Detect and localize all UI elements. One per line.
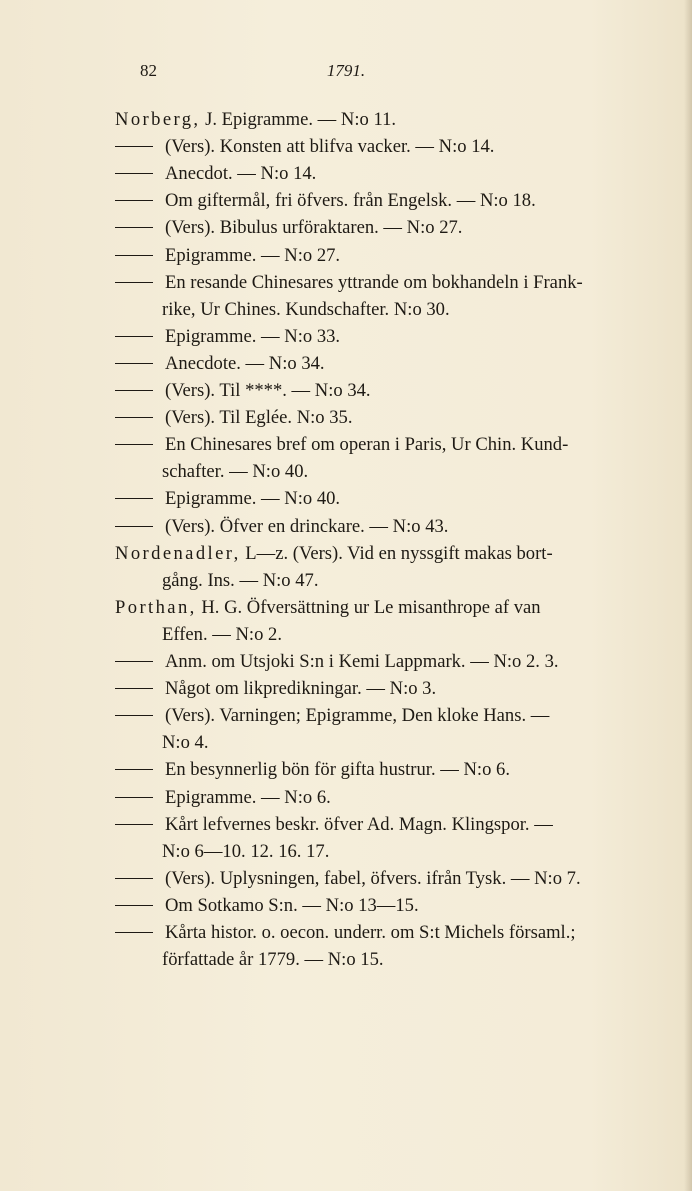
ditto-dash bbox=[115, 878, 153, 879]
entry-line bbox=[115, 431, 568, 458]
entry-line bbox=[115, 702, 549, 729]
entry-text: Anm. om Utsjoki S:n i Kemi Lappmark. — N:o 2. 3. bbox=[165, 651, 559, 672]
entry-line bbox=[115, 214, 462, 241]
entry-continuation-line bbox=[162, 946, 384, 973]
entry-line bbox=[115, 404, 352, 431]
ditto-dash bbox=[115, 390, 153, 391]
entry-text: (Vers). Varningen; Epigramme, Den kloke Hans. — bbox=[165, 705, 550, 727]
entry-line bbox=[115, 919, 576, 946]
entry-text: Epigramme. — N:o 27. bbox=[165, 244, 341, 266]
ditto-dash bbox=[115, 282, 153, 283]
entry-author-line bbox=[115, 594, 541, 621]
ditto-dash bbox=[115, 146, 153, 147]
entry-text: Epigramme. — N:o 40. bbox=[165, 488, 341, 510]
author-name: Norberg, bbox=[115, 109, 201, 130]
entry-text: (Vers). Til ****. — N:o 34. bbox=[165, 380, 371, 401]
entry-text: H. G. Öfversättning ur Le misanthrope af van bbox=[196, 596, 541, 618]
entry-text: rike, Ur Chines. Kundschafter. N:o 30. bbox=[162, 298, 450, 320]
entry-text: Om Sotkamo S:n. — N:o 13—15. bbox=[165, 894, 419, 916]
ditto-dash bbox=[115, 661, 153, 662]
author-name: Porthan, bbox=[115, 596, 197, 618]
entry-text: Kårt lefvernes beskr. öfver Ad. Magn. Klingspor. — bbox=[165, 813, 553, 835]
entry-text: författade år 1779. — N:o 15. bbox=[162, 949, 384, 971]
ditto-dash bbox=[115, 526, 153, 527]
entry-text: L—z. (Vers). Vid en nyssgift makas bort- bbox=[240, 542, 553, 564]
entry-continuation-line bbox=[162, 729, 208, 756]
ditto-dash bbox=[115, 824, 153, 825]
entry-text: Effen. — N:o 2. bbox=[162, 623, 282, 645]
entry-line bbox=[115, 756, 510, 783]
entry-continuation-line bbox=[162, 567, 319, 594]
ditto-dash bbox=[115, 932, 153, 933]
entry-line bbox=[115, 892, 419, 919]
entry-line bbox=[115, 242, 340, 269]
entry-text: Något om likpredikningar. — N:o 3. bbox=[165, 678, 437, 700]
entry-text: Kårta histor. o. oecon. underr. om S:t Michels församl.; bbox=[165, 922, 576, 943]
entry-text: Om giftermål, fri öfvers. från Engelsk. — N:o 18. bbox=[165, 190, 536, 212]
entry-text: Epigramme. — N:o 33. bbox=[165, 325, 341, 347]
entry-line bbox=[115, 513, 448, 540]
ditto-dash bbox=[115, 173, 153, 174]
running-head-year: 1791. bbox=[326, 61, 366, 80]
ditto-dash bbox=[115, 769, 153, 770]
entry-continuation-line bbox=[162, 838, 329, 865]
ditto-dash bbox=[115, 688, 153, 689]
entry-text: schafter. — N:o 40. bbox=[162, 461, 309, 483]
entry-continuation-line bbox=[162, 458, 308, 485]
entry-line bbox=[115, 187, 536, 214]
entry-text: (Vers). Öfver en drinckare. — N:o 43. bbox=[165, 515, 449, 537]
entry-text: Anecdote. — N:o 34. bbox=[165, 352, 325, 374]
ditto-dash bbox=[115, 255, 153, 256]
page-header bbox=[0, 61, 692, 85]
entry-text: Epigramme. — N:o 6. bbox=[165, 786, 331, 808]
entry-text: N:o 6—10. 12. 16. 17. bbox=[162, 840, 330, 862]
entry-text: (Vers). Bibulus urföraktaren. — N:o 27. bbox=[165, 217, 463, 239]
entry-line bbox=[115, 675, 436, 702]
entry-text: (Vers). Konsten att blifva vacker. — N:o 14. bbox=[165, 136, 495, 158]
entry-author-line bbox=[115, 106, 396, 133]
entry-line bbox=[115, 160, 316, 187]
entry-line bbox=[115, 133, 494, 160]
entry-text: gång. Ins. — N:o 47. bbox=[162, 569, 319, 591]
entry-text: (Vers). Til Eglée. N:o 35. bbox=[165, 407, 353, 429]
entry-line bbox=[115, 811, 553, 838]
ditto-dash bbox=[115, 444, 153, 445]
ditto-dash bbox=[115, 797, 153, 798]
ditto-dash bbox=[115, 715, 153, 716]
entry-line bbox=[115, 323, 340, 350]
entry-continuation-line bbox=[162, 296, 450, 323]
ditto-dash bbox=[115, 200, 153, 201]
entry-line bbox=[115, 648, 559, 675]
entry-line bbox=[115, 485, 340, 512]
entry-author-line bbox=[115, 540, 553, 567]
ditto-dash bbox=[115, 227, 153, 228]
ditto-dash bbox=[115, 498, 153, 499]
ditto-dash bbox=[115, 336, 153, 337]
entry-continuation-line bbox=[162, 621, 282, 648]
ditto-dash bbox=[115, 417, 153, 418]
entry-text: Anecdot. — N:o 14. bbox=[165, 163, 317, 185]
entry-line bbox=[115, 350, 325, 377]
entry-text: En Chinesares bref om operan i Paris, Ur Chin. Kund- bbox=[165, 434, 569, 456]
page-number: 82 bbox=[140, 61, 157, 80]
entry-text: (Vers). Uplysningen, fabel, öfvers. ifrån Tysk. — N:o 7. bbox=[165, 867, 581, 889]
entry-line bbox=[115, 865, 581, 892]
ditto-dash bbox=[115, 363, 153, 364]
entry-line bbox=[115, 269, 583, 296]
entry-text: En besynnerlig bön för gifta hustrur. — N:o 6. bbox=[165, 759, 510, 781]
author-name: Nordenadler, bbox=[115, 542, 241, 564]
entry-line bbox=[115, 377, 371, 404]
entry-line bbox=[115, 784, 331, 811]
entry-text: En resande Chinesares yttrande om bokhandeln i Frank- bbox=[165, 271, 583, 293]
entry-text: N:o 4. bbox=[162, 732, 209, 754]
entry-text: J. Epigramme. — N:o 11. bbox=[200, 109, 397, 130]
page-edge-shadow bbox=[684, 0, 692, 1191]
ditto-dash bbox=[115, 905, 153, 906]
